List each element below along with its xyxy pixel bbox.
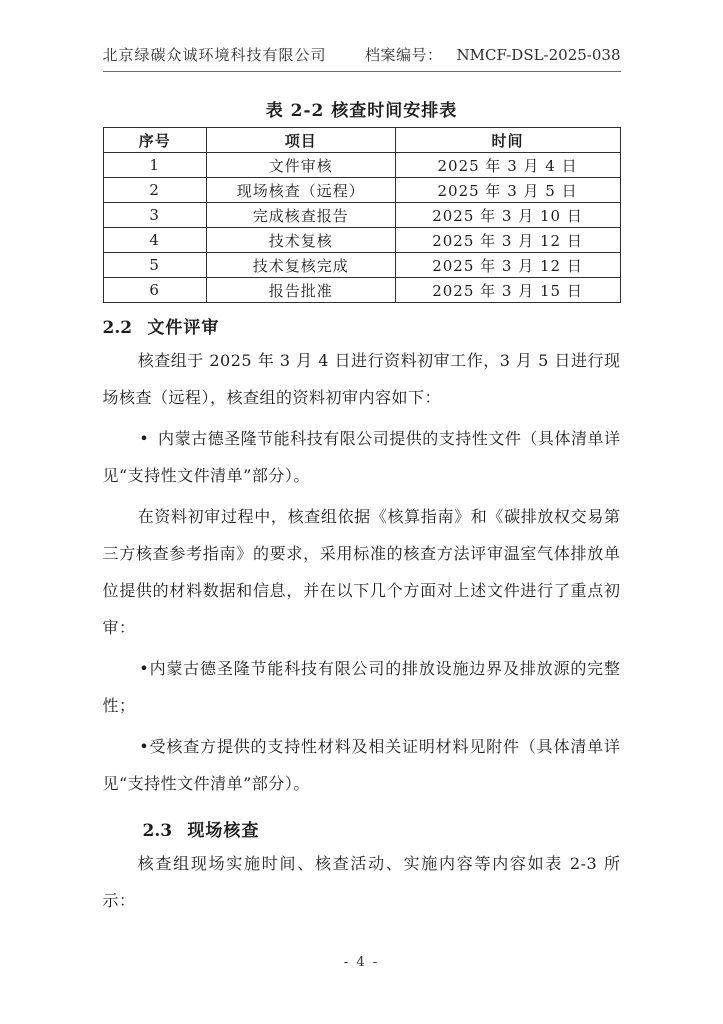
bullet-text: 受核查方提供的支持性材料及相关证明材料见附件（具体清单详见“支持性文件清单”部分）。 bbox=[102, 737, 621, 793]
cell-item: 完成核查报告 bbox=[206, 203, 395, 228]
table-row bbox=[103, 178, 620, 203]
column-header-time: 时间 bbox=[395, 128, 620, 153]
table-row bbox=[103, 153, 620, 178]
bullet-text: 内蒙古德圣隆节能科技有限公司的排放设施边界及排放源的完整性； bbox=[102, 659, 621, 715]
bullet-marker: • bbox=[139, 737, 150, 756]
paragraph-review-process: 在资料初审过程中，核查组依据《核算指南》和《碳排放权交易第三方核查参考指南》的要求，采用标准的核查方法评审温室气体排放单位提供的材料数据和信息，并在以下几个方面对上述文件进行了重点初审： bbox=[102, 507, 621, 637]
section-heading-2-2 bbox=[103, 313, 621, 338]
cell-item: 现场核查（远程） bbox=[206, 178, 395, 203]
bullet-marker: • bbox=[139, 429, 150, 448]
archive-label: 档案编号： bbox=[365, 46, 443, 64]
table-header-row bbox=[103, 128, 620, 153]
cell-time: 2025 年 3 月 5 日 bbox=[395, 178, 620, 203]
verification-schedule-table bbox=[103, 127, 621, 303]
cell-seq: 1 bbox=[103, 153, 206, 178]
page-number: - 4 - bbox=[343, 955, 380, 970]
cell-item: 技术复核 bbox=[206, 228, 395, 253]
cell-time: 2025 年 3 月 12 日 bbox=[395, 253, 620, 278]
header-company-name: 北京绿碳众诚环境科技有限公司 bbox=[102, 46, 327, 64]
table-row bbox=[103, 253, 620, 278]
archive-number: NMCF-DSL-2025-038 bbox=[456, 46, 621, 64]
document-content bbox=[103, 96, 621, 919]
table-row bbox=[103, 228, 620, 253]
cell-item: 文件审核 bbox=[206, 153, 395, 178]
section-number: 2.2 bbox=[102, 318, 133, 338]
cell-seq: 2 bbox=[103, 178, 206, 203]
cell-time: 2025 年 3 月 10 日 bbox=[395, 203, 620, 228]
section-title: 文件评审 bbox=[147, 318, 220, 338]
cell-time: 2025 年 3 月 12 日 bbox=[395, 228, 620, 253]
paragraph-review-intro: 核查组于 2025 年 3 月 4 日进行资料初审工作，3 月 5 日进行现场核查（远程），核查组的资料初审内容如下： bbox=[102, 351, 621, 407]
bullet-item-materials bbox=[103, 728, 621, 802]
cell-time: 2025 年 3 月 4 日 bbox=[395, 153, 620, 178]
page-header bbox=[103, 0, 621, 72]
section-title: 现场核查 bbox=[187, 821, 260, 841]
column-header-item: 项目 bbox=[206, 128, 395, 153]
cell-item: 技术复核完成 bbox=[206, 253, 395, 278]
cell-seq: 3 bbox=[103, 203, 206, 228]
bullet-item-boundary bbox=[103, 650, 621, 724]
table-row bbox=[103, 203, 620, 228]
section-number: 2.3 bbox=[142, 821, 173, 841]
paragraph-onsite-intro: 核查组现场实施时间、核查活动、实施内容等内容如表 2-3 所示： bbox=[102, 854, 621, 910]
section-heading-2-3 bbox=[103, 816, 621, 841]
column-header-seq: 序号 bbox=[103, 128, 206, 153]
table-title: 表 2-2 核查时间安排表 bbox=[265, 101, 458, 121]
cell-seq: 5 bbox=[103, 253, 206, 278]
cell-item: 报告批准 bbox=[206, 278, 395, 303]
table-row bbox=[103, 278, 620, 303]
cell-time: 2025 年 3 月 15 日 bbox=[395, 278, 620, 303]
bullet-marker: • bbox=[139, 659, 150, 678]
cell-seq: 4 bbox=[103, 228, 206, 253]
bullet-item-supporting-docs bbox=[103, 420, 621, 494]
header-archive bbox=[365, 44, 620, 65]
cell-seq: 6 bbox=[103, 278, 206, 303]
bullet-text: 内蒙古德圣隆节能科技有限公司提供的支持性文件（具体清单详见“支持性文件清单”部分）。 bbox=[102, 429, 621, 485]
